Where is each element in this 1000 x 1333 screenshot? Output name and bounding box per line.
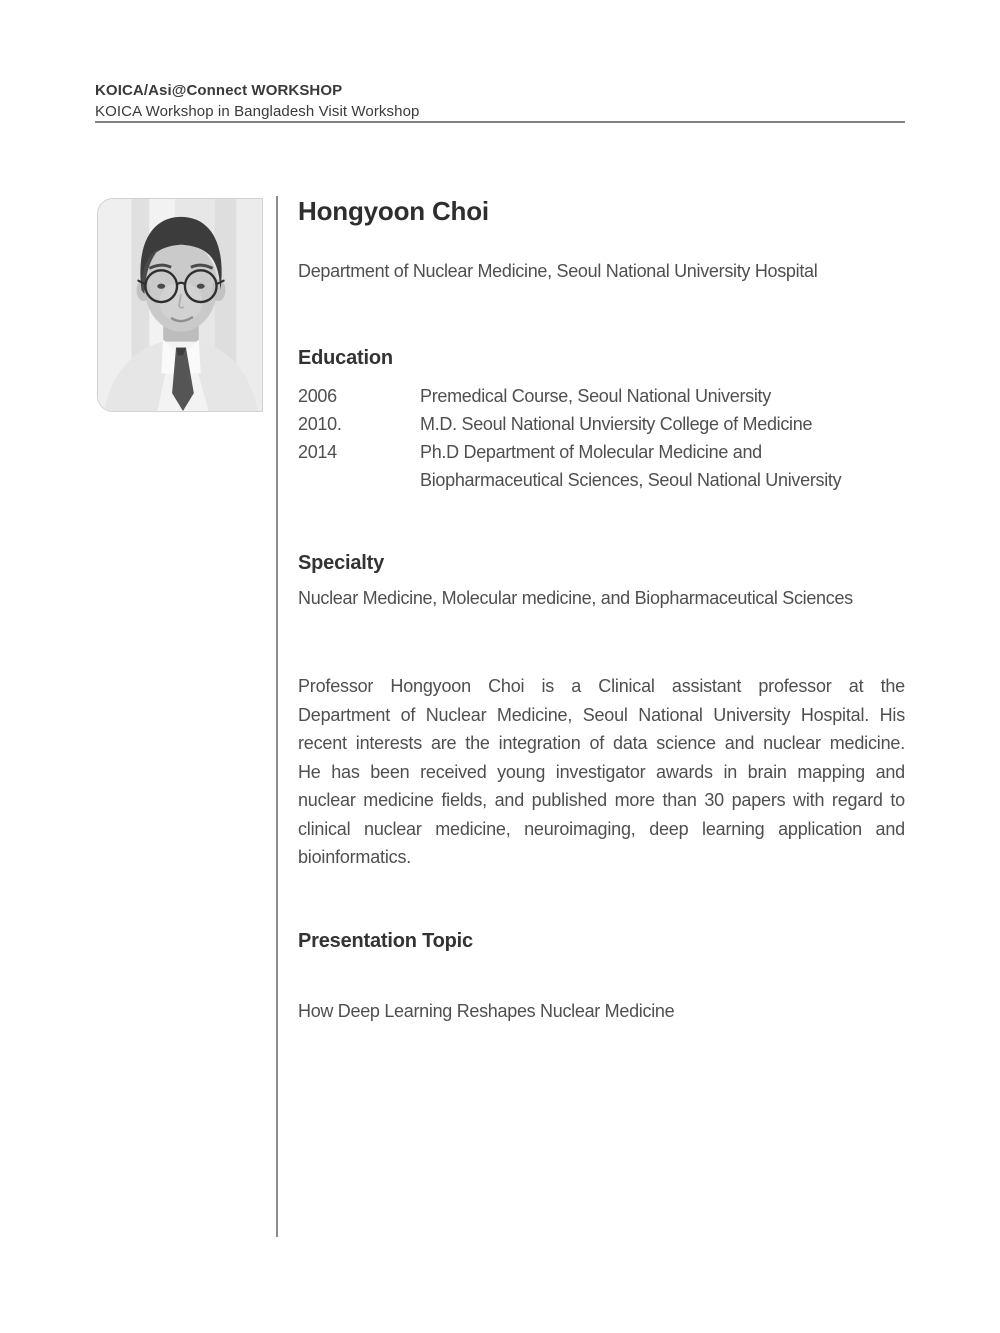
education-detail: Premedical Course, Seoul National University bbox=[420, 386, 771, 406]
header-divider bbox=[95, 121, 905, 123]
bio-paragraph: Professor Hongyoon Choi is a Clinical assistant professor at the Department of Nuclear Medicine, Seoul National University Hospital. His recent interests are the integration of data science and nuclear medicine. He has been received young investigator awards in brain mapping and nuclear medicine fields, and published more than 30 papers with regard to clinical nuclear medicine, neuroimaging, deep learning application and bioinformatics. bbox=[298, 676, 905, 867]
education-detail: Ph.D Department of Molecular Medicine and Biopharmaceutical Sciences, Seoul National University bbox=[420, 442, 842, 490]
education-detail: M.D. Seoul National Unviersity College of Medicine bbox=[420, 414, 813, 434]
vertical-divider bbox=[276, 196, 278, 1237]
page-header bbox=[95, 82, 419, 120]
workshop-subtitle: KOICA Workshop in Bangladesh Visit Workshop bbox=[95, 103, 420, 120]
workshop-title: KOICA/Asi@Connect WORKSHOP bbox=[95, 82, 343, 99]
education-year: 2010. bbox=[298, 414, 342, 434]
specialty-heading: Specialty bbox=[298, 552, 385, 574]
presentation-topic-heading: Presentation Topic bbox=[298, 930, 473, 952]
education-list bbox=[298, 382, 905, 494]
education-year: 2014 bbox=[298, 442, 337, 462]
speaker-photo bbox=[97, 198, 263, 412]
specialty-text: Nuclear Medicine, Molecular medicine, and Biopharmaceutical Sciences bbox=[298, 588, 853, 608]
education-heading: Education bbox=[298, 347, 393, 369]
speaker-affiliation: Department of Nuclear Medicine, Seoul National University Hospital bbox=[298, 261, 818, 281]
portrait-image bbox=[98, 199, 262, 411]
presentation-topic-text: How Deep Learning Reshapes Nuclear Medicine bbox=[298, 1001, 675, 1021]
education-year: 2006 bbox=[298, 386, 337, 406]
speaker-name: Hongyoon Choi bbox=[298, 196, 489, 226]
